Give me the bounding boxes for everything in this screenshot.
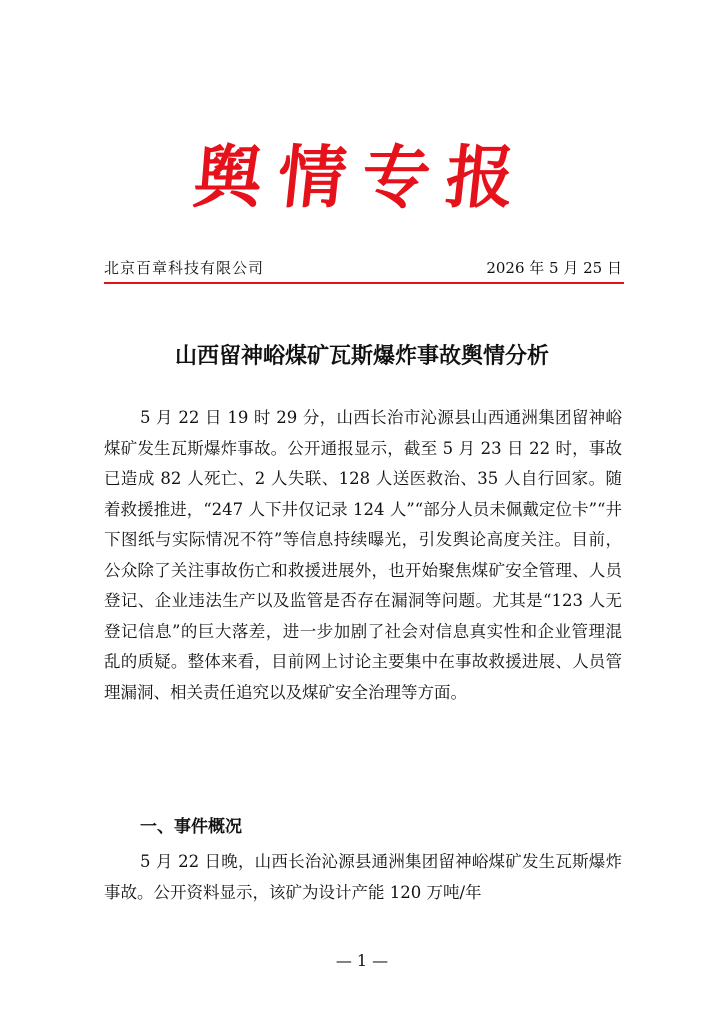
overview-paragraph: 5 月 22 日晚，山西长治沁源县通洲集团留神峪煤矿发生瓦斯爆炸事故。公开资料显示，该矿为设计产能 120 万吨/年 (104, 852, 622, 902)
document-title: 山西留神峪煤矿瓦斯爆炸事故舆情分析 (174, 343, 549, 369)
section-heading: 一、事件概况 (140, 817, 242, 837)
issue-date: 2026 年 5 月 25 日 (486, 259, 622, 277)
page-number: — 1 — (335, 951, 389, 970)
header-divider (104, 282, 624, 284)
header-info-row (104, 256, 622, 280)
masthead-title: 舆情专报 (189, 138, 535, 218)
intro-paragraph: 5 月 22 日 19 时 29 分，山西长治市沁源县山西通洲集团留神峪煤矿发生瓦斯爆炸事故。公开通报显示，截至 5 月 23 日 22 时，事故已造成 82 人死亡、2 人失联、128 人送医救治、35 人自行回家。随着救援推进，“247 人下井仅记录 124 人”“部分人员未佩戴定位卡”“井下图纸与实际情况不符”等信息持续曝光，引发舆论高度关注。目前，公众除了关注事故伤亡和救援进展外，也开始聚焦煤矿安全管理、人员登记、企业违法生产以及监管是否存在漏洞等问题。尤其是“123 人无登记信息”的巨大落差，进一步加剧了社会对信息真实性和企业管理混乱的质疑。整体来看，目前网上讨论主要集中在事故救援进展、人员管理漏洞、相关责任追究以及煤矿安全治理等方面。 (104, 408, 622, 702)
organization-name: 北京百章科技有限公司 (104, 259, 265, 277)
